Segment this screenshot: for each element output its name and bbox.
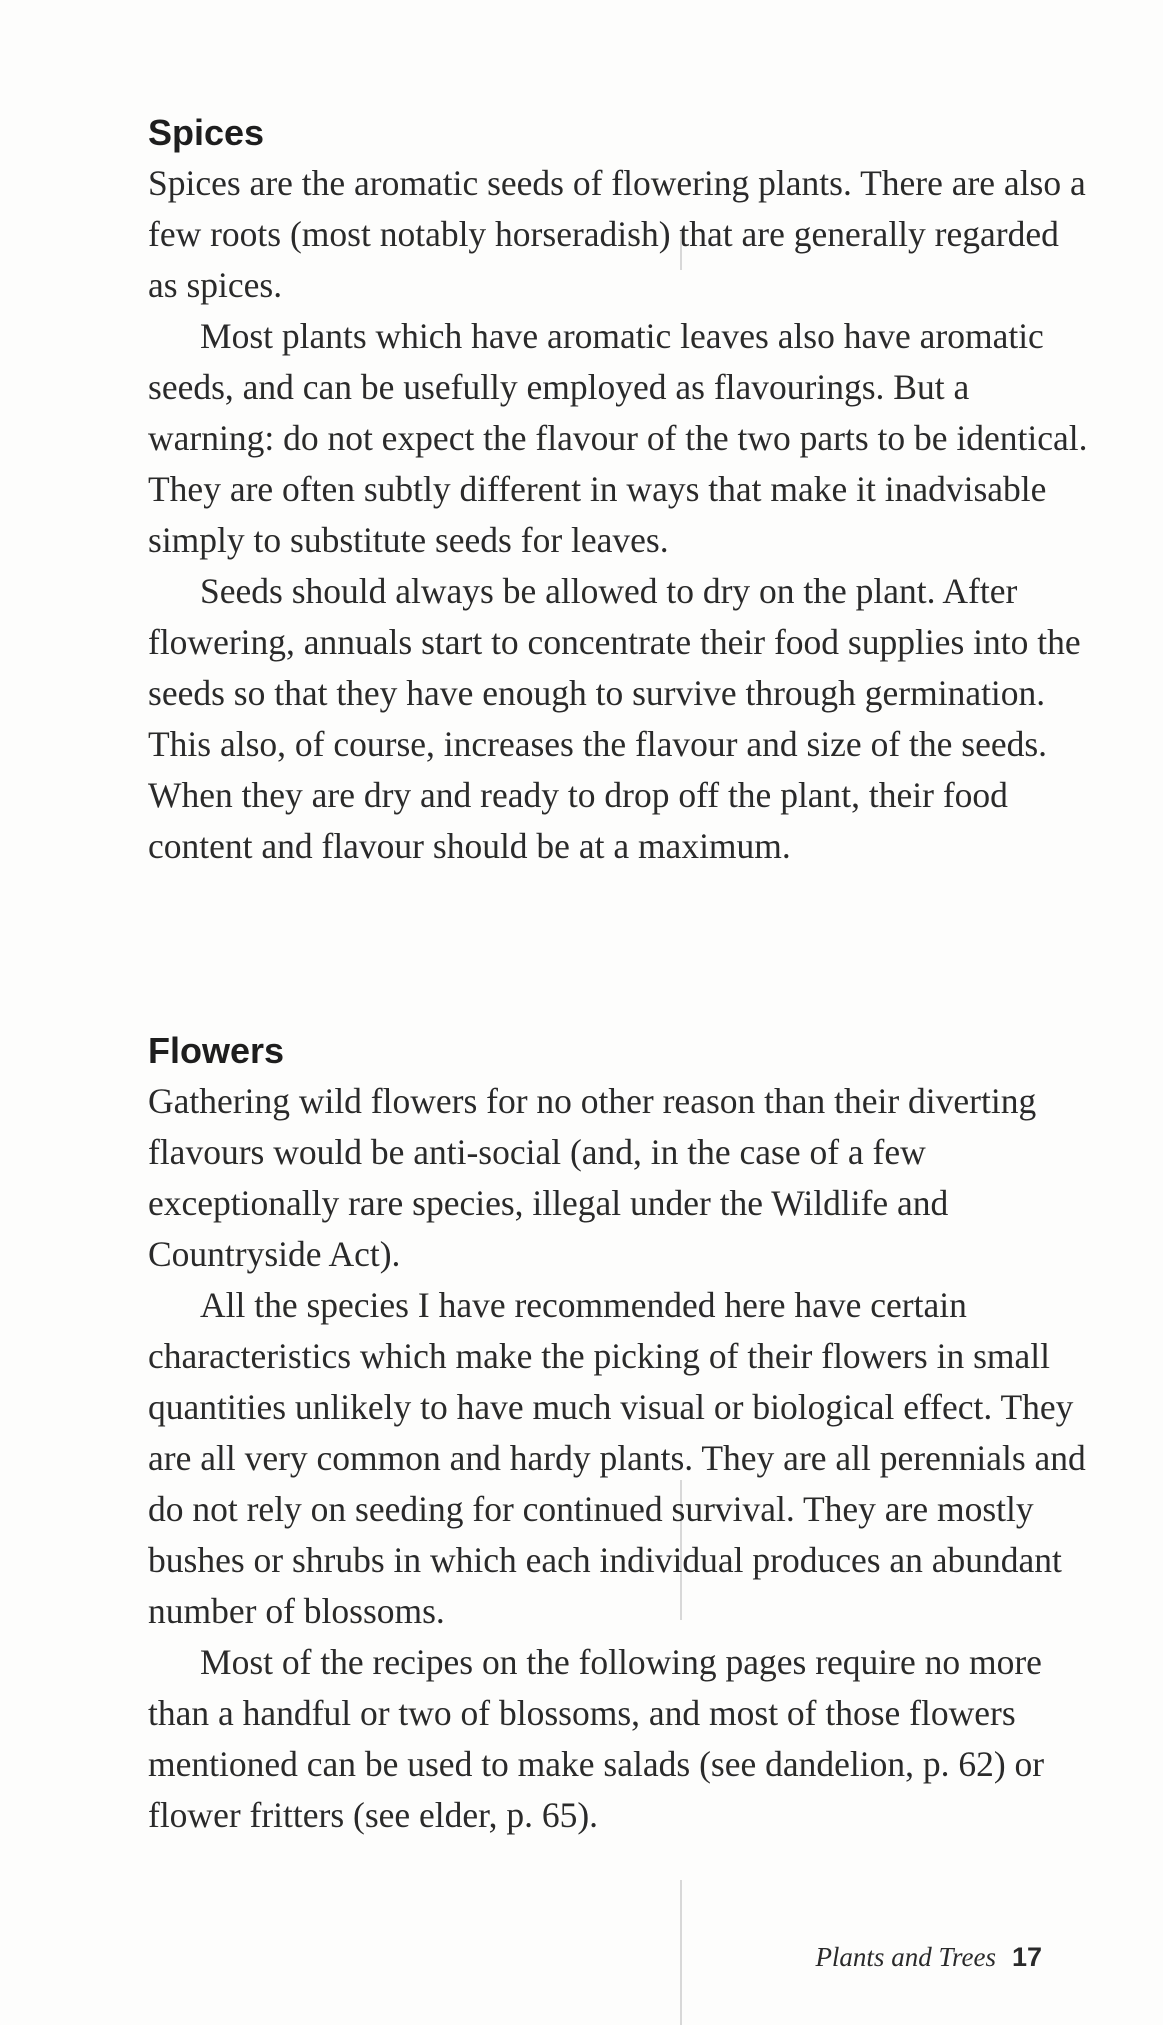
paragraph: Spices are the aromatic seeds of flowering plants. There are also a few roots (most notably horseradish) that are generally regarded as spices.	[148, 163, 1086, 305]
section-flowers	[148, 1026, 1093, 1841]
section-heading: Flowers	[148, 1030, 285, 1071]
paragraph: Most plants which have aromatic leaves also have aromatic seeds, and can be usefully employed as flavourings. But a warning: do not expect the flavour of the two parts to be identical. They are often subtly different in ways that make it inadvisable simply to substitute seeds for leaves.	[148, 316, 1088, 560]
section-spices	[148, 108, 1093, 872]
page-number: 17	[1011, 1942, 1042, 1972]
paragraph: Seeds should always be allowed to dry on the plant. After flowering, annuals start to concentrate their food supplies into the seeds so that they have enough to survive through germination. This also, of course, increases the flavour and size of the seeds. When they are dry and ready to drop off the plant, their food content and flavour should be at a maximum.	[148, 571, 1081, 866]
paragraph: Gathering wild flowers for no other reason than their diverting flavours would be anti-social (and, in the case of a few exceptionally rare species, illegal under the Wildlife and Countryside Act).	[148, 1081, 1037, 1274]
section-heading: Spices	[148, 112, 265, 153]
paragraph: All the species I have recommended here have certain characteristics which make the picking of their flowers in small quantities unlikely to have much visual or biological effect. They are all very common and hardy plants. They are all perennials and do not rely on seeding for continued survival. They are mostly bushes or shrubs in which each individual produces an abundant number of blossoms.	[148, 1285, 1086, 1631]
page-footer	[815, 1942, 1042, 1973]
scan-artifact	[680, 1880, 682, 2025]
paragraph: Most of the recipes on the following pages require no more than a handful or two of blossoms, and most of those flowers mentioned can be used to make salads (see dandelion, p. 62) or flower fritters (see elder, p. 65).	[148, 1642, 1045, 1835]
running-head: Plants and Trees	[815, 1942, 996, 1972]
